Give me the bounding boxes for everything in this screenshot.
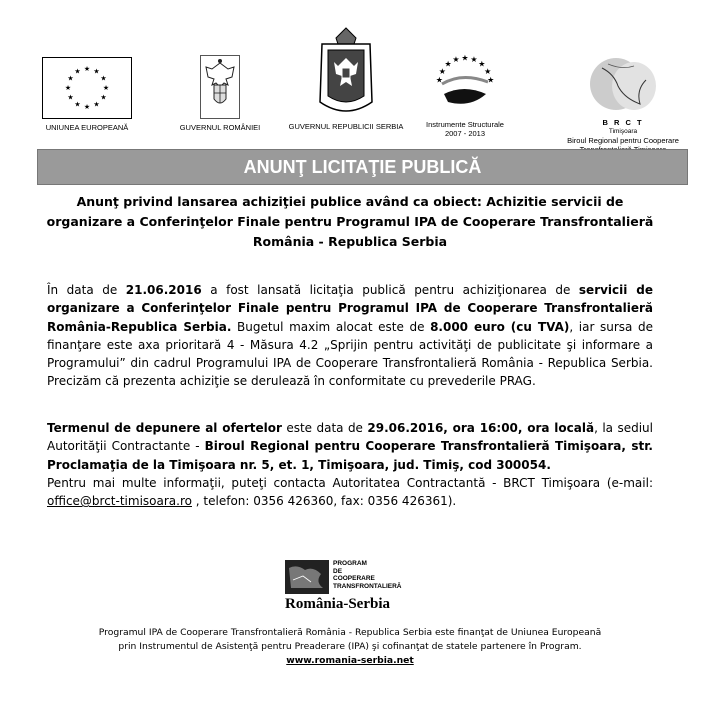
star-icon: ★ [478, 59, 486, 69]
structural-instruments-logo [425, 50, 505, 138]
program-logo-name: România-Serbia [285, 596, 390, 612]
email-link[interactable]: office@brct-timisoara.ro [47, 494, 192, 509]
eu-logo [37, 57, 137, 132]
rs-gov-caption: GUVERNUL REPUBLICII SERBIA [288, 122, 404, 131]
eu-flag-icon [42, 57, 132, 119]
serbia-coat-of-arms-icon [316, 24, 376, 120]
contracting-authority-address: Biroul Regional pentru Cooperare Transfrontalieră Timişoara, str. Proclamaţia de la Timişoara nr. 5, et. 1, Timişoara, jud. Timiş, cod 300054. [47, 439, 653, 472]
p2-text-4: , telefon: 0356 426360, fax: 0356 426361). [191, 494, 457, 509]
star-icon: ★ [100, 74, 107, 83]
instruments-caption-2: 2007 - 2013 [444, 129, 486, 138]
star-icon: ★ [83, 103, 91, 111]
paragraph-launch [47, 281, 653, 391]
star-icon: ★ [452, 55, 460, 65]
ro-gov-logo [172, 55, 268, 132]
program-logo-line-3: COOPERARE [333, 575, 375, 582]
brct-map-icon [588, 56, 658, 114]
star-icon: ★ [487, 75, 495, 85]
program-logo-line-1: PROGRAM [333, 560, 367, 567]
p1-text-2: a fost lansată licitaţia publică pentru achiziţionarea de [201, 283, 579, 297]
announcement-banner: ANUNŢ LICITAŢIE PUBLICĂ [37, 149, 688, 185]
deadline-datetime: 29.06.2016, ora 16:00, ora locală [367, 421, 595, 435]
announcement-subject: Anunţ privind lansarea achiziţiei publice având ca obiect: Achizitie servicii de organizare a Conferinţelor Finale pentru Programul IPA de Cooperare Transfrontalieră România - Republica Serbia [46, 194, 654, 249]
star-icon: ★ [470, 55, 478, 65]
star-icon: ★ [102, 84, 110, 92]
budget-amount: 8.000 euro (cu TVA) [430, 319, 570, 334]
star-icon: ★ [74, 100, 81, 109]
services-description: servicii de organizare a Conferinţelor Finale pentru Programul IPA de Cooperare Transfrontalieră România-Republica Serbia. [47, 283, 653, 334]
brct-mark: B R C T [602, 118, 644, 127]
star-icon: ★ [438, 66, 446, 76]
p2-text-3: Pentru mai multe informaţii, puteţi contacta Autoritatea Contractantă - BRCT Timişoara (e-mail: [47, 475, 653, 490]
star-icon: ★ [93, 100, 100, 109]
star-icon: ★ [83, 65, 91, 73]
footer-line-1: Programul IPA de Cooperare Transfrontalieră România - Republica Serbia este finanţat de Uniunea Europeană [98, 627, 602, 638]
star-icon: ★ [74, 67, 81, 76]
program-map-icon [285, 560, 329, 594]
p2-text-1: este data de [281, 421, 368, 435]
brct-city: Timişoara [608, 128, 638, 135]
romania-coat-of-arms-icon [200, 55, 240, 119]
instruments-caption-1: Instrumente Structurale [426, 120, 504, 129]
launch-date: 21.06.2016 [125, 283, 202, 297]
structural-instruments-icon [430, 50, 500, 116]
star-icon: ★ [67, 93, 74, 102]
star-icon: ★ [67, 74, 74, 83]
program-website-link[interactable]: www.romania-serbia.net [286, 655, 414, 666]
program-logo-line-2: DE [333, 567, 343, 575]
p2-text-2: , la sediul Autorităţii Contractante - [47, 421, 653, 454]
footer-line-2: prin Instrumentul de Asistenţă pentru Preaderare (IPA) şi cofinanţat de statele partenere în Program. [118, 641, 582, 652]
star-icon: ★ [444, 59, 452, 69]
eu-caption: UNIUNEA EUROPEANĂ [45, 123, 129, 132]
rs-gov-logo [284, 24, 408, 131]
star-icon: ★ [64, 84, 72, 92]
star-icon: ★ [435, 75, 443, 85]
paragraph-deadline [47, 419, 653, 510]
star-icon: ★ [100, 93, 107, 102]
p1-text-1: În data de [47, 283, 126, 297]
footer [20, 626, 680, 668]
star-icon: ★ [93, 67, 100, 76]
p1-text-3: Bugetul maxim alocat este de [231, 319, 431, 334]
star-icon: ★ [461, 53, 469, 63]
star-icon: ★ [484, 66, 492, 76]
brct-caption-1: Biroul Regional pentru Cooperare [567, 136, 679, 145]
p1-text-4: , iar sursa de finanţare este axa prioritară 4 - Măsura 4.2 „Sprijin pentru activităţi de publicitate şi informare a Programului” din cadrul Programului IPA de Cooperare Transfrontalieră România - Republica Serbia. Precizăm că prezenta achiziţie se derulează în conformitate cu prevederile PRAG. [47, 319, 654, 389]
deadline-label: Termenul de depunere al ofertelor [47, 421, 282, 435]
brct-logo [560, 56, 686, 154]
program-logo-line-4: TRANSFRONTALIERĂ [333, 582, 402, 590]
ro-gov-caption: GUVERNUL ROMÂNIEI [179, 123, 261, 132]
program-logo [285, 560, 415, 620]
